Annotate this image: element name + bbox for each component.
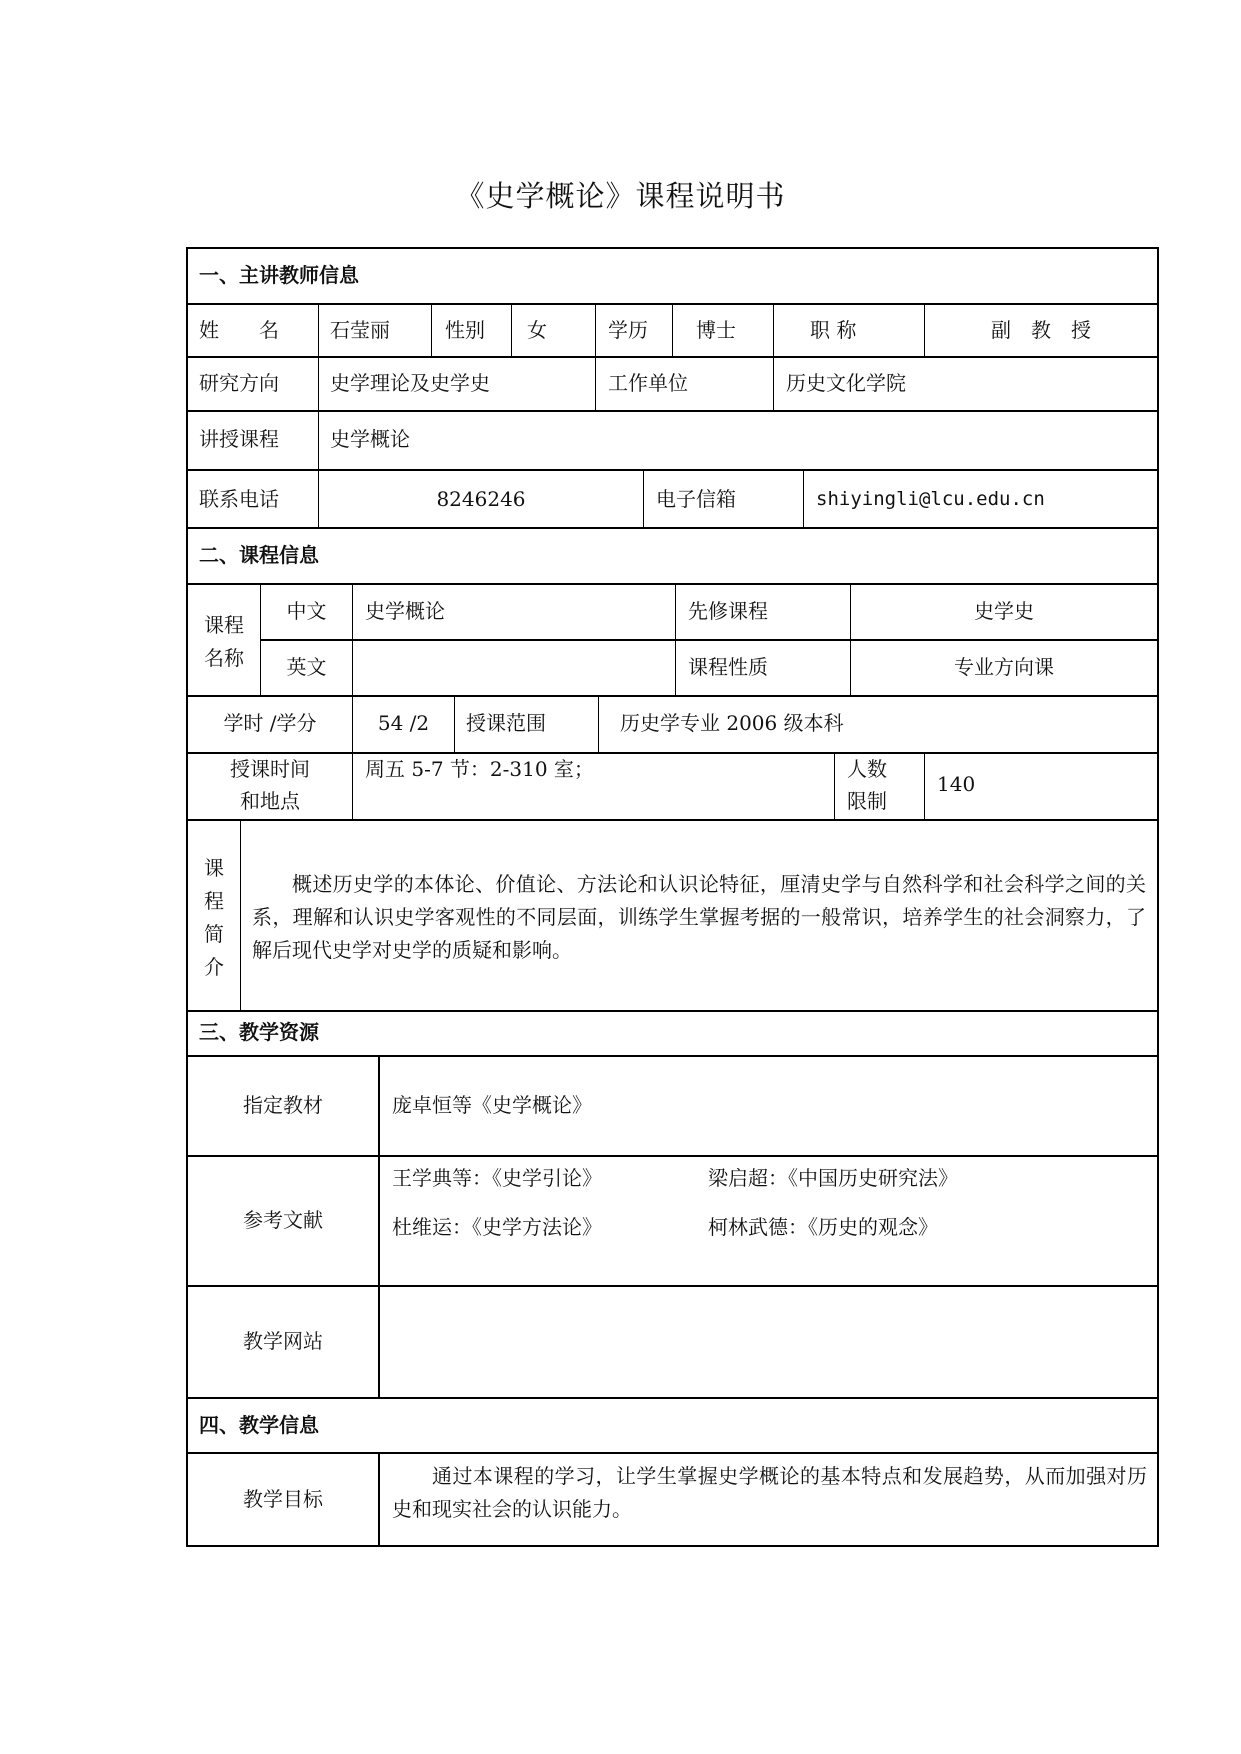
rule [454,695,455,754]
rule [675,583,676,697]
time-label-line2: 和地点 [240,789,300,813]
rule [188,1285,1157,1287]
rule [188,410,1157,412]
rule [672,303,673,358]
rank-label: 职 称 [810,318,857,342]
section-resources: 三、教学资源 [199,1020,319,1044]
rule [431,303,432,358]
section-teacher-info: 一、主讲教师信息 [199,263,359,287]
rule [240,819,241,1012]
rule [188,819,1157,821]
limit-label-line1: 人数 [847,757,887,781]
course-name-label: 课程名称 [204,613,244,670]
page-title: 《史学概论》课程说明书 [455,179,786,213]
course-form [186,247,1159,1547]
taught-course-value: 史学概论 [330,427,410,451]
gender-value: 女 [527,318,547,342]
intro-label-char: 简 [204,922,224,946]
rule [188,695,1157,697]
textbook-value: 庞卓恒等《史学概论》 [392,1093,592,1117]
time-label-line1: 授课时间 [230,757,310,781]
rule [188,1055,1157,1057]
rule [188,469,1157,471]
ref-item: 柯林武德：《历史的观念》 [708,1215,938,1239]
rule [773,303,774,358]
textbook-label: 指定教材 [243,1093,323,1117]
rule [598,695,599,754]
degree-value: 博士 [696,318,736,342]
intro-text: 概述历史学的本体论、价值论、方法论和认识论特征，厘清史学与自然科学和社会科学之间的关系，理解和认识史学客观性的不同层面，训练学生掌握考据的一般常识，培养学生的社会洞察力，了解后现代史学对史学的质疑和影响。 [252,872,1146,962]
hours-value: 54 /2 [377,711,430,735]
unit-label: 工作单位 [608,371,688,395]
scope-value: 历史学专业 2006 级本科 [620,711,844,735]
en-label: 英文 [286,655,327,679]
rule [643,469,644,529]
rule [188,583,1157,585]
ref-item: 梁启超：《中国历史研究法》 [708,1166,958,1190]
email-value: shiyingli@lcu.edu.cn [816,488,1045,510]
nature-label: 课程性质 [688,655,768,679]
ref-item: 王学典等：《史学引论》 [392,1166,602,1190]
rule [378,1055,380,1399]
phone-label: 联系电话 [199,487,279,511]
name-value: 石莹丽 [330,318,390,342]
time-value: 周五 5-7 节：2-310 室； [365,757,594,781]
intro-label-char: 介 [204,955,224,979]
rule [188,1155,1157,1157]
degree-label: 学历 [608,318,648,342]
rule [352,752,353,821]
rule [595,303,596,358]
rule [318,356,319,412]
intro-label [202,852,226,984]
taught-course-label: 讲授课程 [199,427,279,451]
rule [188,1452,1157,1454]
nature-value: 专业方向课 [954,655,1054,679]
research-value: 史学理论及史学史 [330,371,490,395]
section-teaching-info: 四、教学信息 [199,1413,319,1437]
limit-label-line2: 限制 [847,789,887,813]
rule [511,303,512,358]
rule [260,639,1157,641]
cn-label: 中文 [286,599,327,623]
hours-label: 学时 /学分 [223,711,317,735]
phone-value: 8246246 [436,487,526,511]
rule [318,410,319,471]
cn-name-value: 史学概论 [365,599,445,623]
section-course-info: 二、课程信息 [199,543,319,567]
rank-value: 副 教 授 [991,318,1091,342]
rule [352,583,353,697]
limit-value: 140 [937,772,976,796]
rule [834,752,835,821]
rule [188,527,1157,529]
prereq-label: 先修课程 [688,599,768,623]
goal-text: 通过本课程的学习，让学生掌握史学概论的基本特点和发展趋势，从而加强对历史和现实社会的认识能力。 [392,1464,1147,1521]
gender-label: 性别 [445,318,485,342]
unit-value: 历史文化学院 [786,371,906,395]
goal-label: 教学目标 [243,1487,323,1511]
rule [188,1010,1157,1012]
refs-label: 参考文献 [243,1208,323,1232]
rule [924,752,925,821]
rule [378,1452,380,1545]
rule [318,303,319,358]
website-label: 教学网站 [243,1329,323,1353]
email-label: 电子信箱 [656,487,736,511]
rule [595,356,596,412]
prereq-value: 史学史 [974,599,1034,623]
intro-label-char: 课 [204,856,224,880]
rule [188,1397,1157,1399]
scope-label: 授课范围 [466,711,546,735]
rule [803,469,804,529]
name-label: 姓 名 [199,318,279,342]
ref-item: 杜维运：《史学方法论》 [392,1215,602,1239]
intro-label-char: 程 [204,889,224,913]
research-label: 研究方向 [199,371,279,395]
rule [773,356,774,412]
